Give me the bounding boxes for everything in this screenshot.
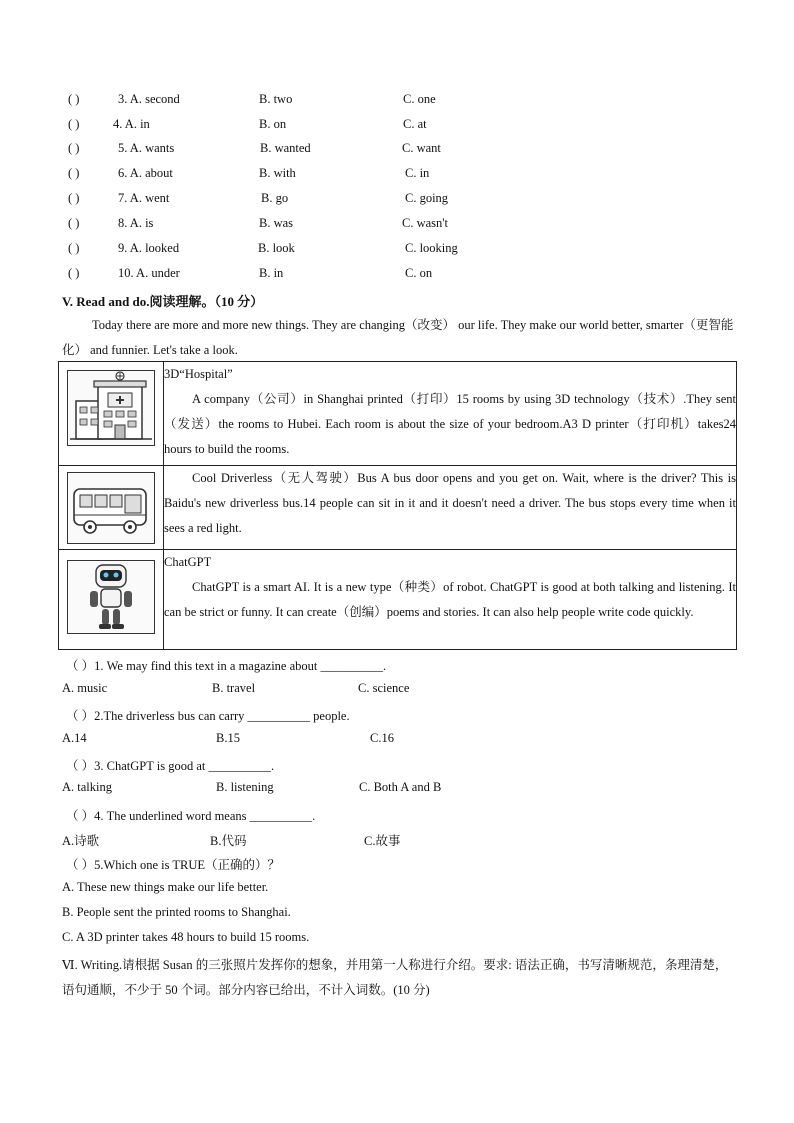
card-body: A company（公司）in Shanghai printed（打印）15 rooms by using 3D technology（技术）.They sent（发送）the rooms to Hubei. Each room is about the size of your bedroom.A3 D printer（打印机）takes24 hours to build the rooms.	[164, 392, 736, 456]
option-b: B. wanted	[260, 141, 311, 155]
option-a: 6. A. about	[118, 166, 173, 180]
option-b: B. two	[259, 92, 293, 106]
question-4-option-b: B.代码	[210, 834, 247, 848]
card-body-wrap	[164, 387, 736, 462]
robot-icon	[67, 560, 155, 634]
question-2-option-b: B.15	[216, 731, 240, 745]
option-c: C. at	[403, 117, 427, 131]
option-a: 3. A. second	[118, 92, 180, 106]
question-1-option-a: A. music	[62, 681, 108, 695]
answer-blank: ( )	[68, 216, 80, 230]
option-b: B. in	[259, 266, 284, 280]
card-body-wrap	[164, 466, 736, 541]
option-a: 8. A. is	[118, 216, 154, 230]
bus-icon	[67, 472, 155, 544]
option-c: C. on	[405, 266, 433, 280]
option-a: 5. A. wants	[118, 141, 175, 155]
option-c: C. looking	[405, 241, 458, 255]
question-2: （ ）2.The driverless bus can carry __________ people.	[66, 709, 350, 723]
reading-table	[58, 361, 737, 650]
answer-blank: ( )	[68, 166, 80, 180]
answer-blank: ( )	[68, 191, 80, 205]
card-body: ChatGPT is a smart AI. It is a new type（种类）of robot. ChatGPT is good at both talking and listening. It can be strict or funny. It can create（创编）poems and stories. It can also help people write code quickly.	[164, 580, 736, 619]
card-body: Cool Driverless（无人驾驶）Bus A bus door opens and you get on. Wait, where is the driver? This is Baidu's new driverless bus.14 people can sit in it and it doesn't need a driver. The bus stops every time when it sees a red light.	[164, 471, 736, 535]
text-cell	[164, 550, 737, 650]
option-b: B. was	[259, 216, 294, 230]
card-title: 3D“Hospital”	[164, 367, 233, 381]
text-cell	[164, 362, 737, 466]
question-4: （ ）4. The underlined word means __________.	[66, 809, 316, 823]
question-3-option-a: A. talking	[62, 780, 112, 794]
question-1-option-c: C. science	[358, 681, 410, 695]
question-5-option-c: C. A 3D printer takes 48 hours to build 15 rooms.	[62, 930, 310, 944]
question-1: （ ）1. We may find this text in a magazine about __________.	[66, 659, 387, 673]
writing-instructions: Ⅵ. Writing.请根据 Susan 的三张照片发挥你的想象，并用第一人称进行介绍。要求: 语法正确，书写清晰规范，条理清楚，语句通顺，不少于 50 个词。部分内容已给出，不计入词数。(10 分)	[62, 958, 728, 997]
question-3-option-b: B. listening	[216, 780, 274, 794]
table-row	[59, 466, 737, 550]
card-body-wrap	[164, 575, 736, 625]
question-5-option-b: B. People sent the printed rooms to Shanghai.	[62, 905, 291, 919]
option-c: C. in	[405, 166, 430, 180]
option-a: 7. A. went	[118, 191, 170, 205]
answer-blank: ( )	[68, 241, 80, 255]
answer-blank: ( )	[68, 141, 80, 155]
question-4-option-a: A.诗歌	[62, 834, 100, 848]
option-b: B. go	[261, 191, 289, 205]
question-2-option-c: C.16	[370, 731, 394, 745]
option-c: C. going	[405, 191, 449, 205]
question-5-option-a: A. These new things make our life better.	[62, 880, 269, 894]
hospital-building-icon	[67, 370, 155, 446]
option-c: C. wasn't	[402, 216, 449, 230]
option-b: B. look	[258, 241, 295, 255]
option-b: B. on	[259, 117, 287, 131]
option-b: B. with	[259, 166, 296, 180]
option-a: 9. A. looked	[118, 241, 180, 255]
question-1-option-b: B. travel	[212, 681, 256, 695]
picture-cell	[59, 362, 164, 466]
option-a: 10. A. under	[118, 266, 180, 280]
question-4-option-c: C.故事	[364, 834, 401, 848]
option-c: C. one	[403, 92, 436, 106]
table-row	[59, 362, 737, 466]
card-title: ChatGPT	[164, 555, 212, 569]
answer-blank: ( )	[68, 266, 80, 280]
picture-cell	[59, 466, 164, 550]
option-a: 4. A. in	[113, 117, 150, 131]
text-cell	[164, 466, 737, 550]
section-heading: V. Read and do.阅读理解。（10 分）	[62, 294, 264, 309]
intro-paragraph: Today there are more and more new things. They are changing（改变） our life. They make our world better, smarter（更智能化） and funnier. Let's take a look.	[62, 318, 734, 357]
question-5: （ ）5.Which one is TRUE（正确的）？	[66, 858, 280, 872]
answer-blank: ( )	[68, 117, 80, 131]
table-row	[59, 550, 737, 650]
picture-cell	[59, 550, 164, 650]
option-c: C. want	[402, 141, 441, 155]
question-3: （ ）3. ChatGPT is good at __________.	[66, 759, 275, 773]
question-2-option-a: A.14	[62, 731, 87, 745]
question-3-option-c: C. Both A and B	[359, 780, 442, 794]
answer-blank: ( )	[68, 92, 80, 106]
